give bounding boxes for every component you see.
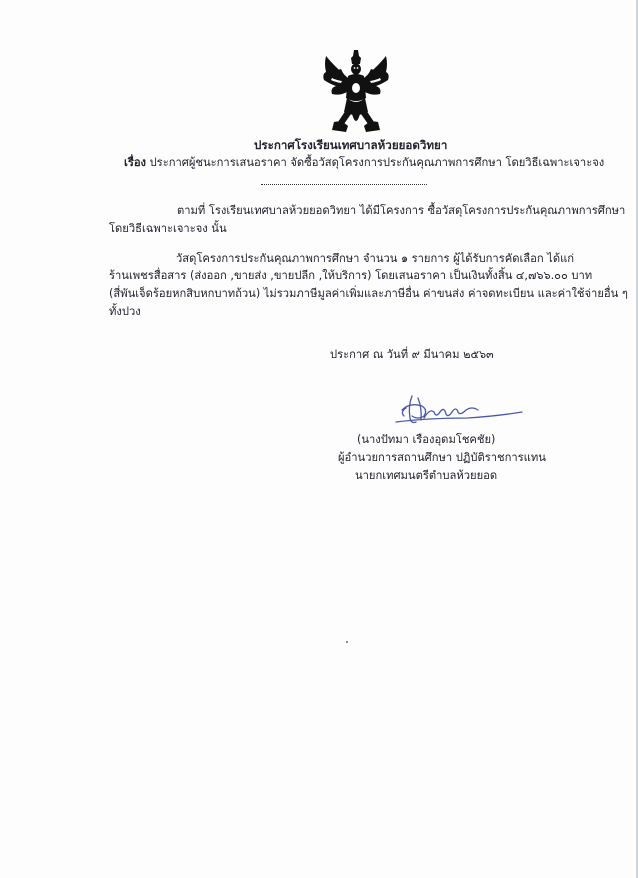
subject-text: ประกาศผู้ชนะการเสนอราคา จัดซื้อวัสดุโครงการประกันคุณภาพการศึกษา โดยวิธีเฉพาะเจาะจง xyxy=(149,156,605,169)
signer-position-acting: นายกเทศมนตรีตำบลห้วยยอด xyxy=(355,469,498,482)
announcement-date: ประกาศ ณ วันที่ ๙ มีนาคม ๒๕๖๓ xyxy=(330,348,494,361)
scan-speck xyxy=(346,641,348,643)
signer-name: (นางปัทมา เรืองอุดมโชคชัย) xyxy=(357,433,496,446)
dotted-divider xyxy=(261,184,427,185)
paragraph2-line2: ร้านเพชรสื่อสาร (ส่งออก ,ขายส่ง ,ขายปลีก ,ให้บริการ) โดยเสนอราคา เป็นเงินทั้งสิ้น ๔,๗๖๖.๐๐ บาท xyxy=(109,269,593,282)
subject-line xyxy=(124,156,604,170)
garuda-emblem-icon xyxy=(320,48,392,134)
paragraph2-line4: ทั้งปวง xyxy=(109,305,141,318)
paragraph2-line3: (สี่พันเจ็ดร้อยหกสิบหกบาทถ้วน) ไม่รวมภาษีมูลค่าเพิ่มและภาษีอื่น ค่าขนส่ง ค่าจดทะเบียน และค่าใช้จ่ายอื่น ๆ xyxy=(109,287,628,300)
handwritten-signature xyxy=(388,388,528,430)
signer-position: ผู้อำนวยการสถานศึกษา ปฏิบัติราชการแทน xyxy=(338,451,546,464)
subject-label: เรื่อง xyxy=(124,156,147,169)
paragraph1-line1: ตามที่ โรงเรียนเทศบาลห้วยยอดวิทยา ได้มีโครงการ ซื้อวัสดุโครงการประกันคุณภาพการศึกษา xyxy=(177,204,626,217)
document-title: ประกาศโรงเรียนเทศบาลห้วยยอดวิทยา xyxy=(254,138,448,152)
paragraph2-line1: วัสดุโครงการประกันคุณภาพการศึกษา จำนวน ๑ รายการ ผู้ได้รับการคัดเลือก ได้แก่ xyxy=(176,252,575,265)
paragraph1-line2: โดยวิธีเฉพาะเจาะจง นั้น xyxy=(109,222,227,235)
